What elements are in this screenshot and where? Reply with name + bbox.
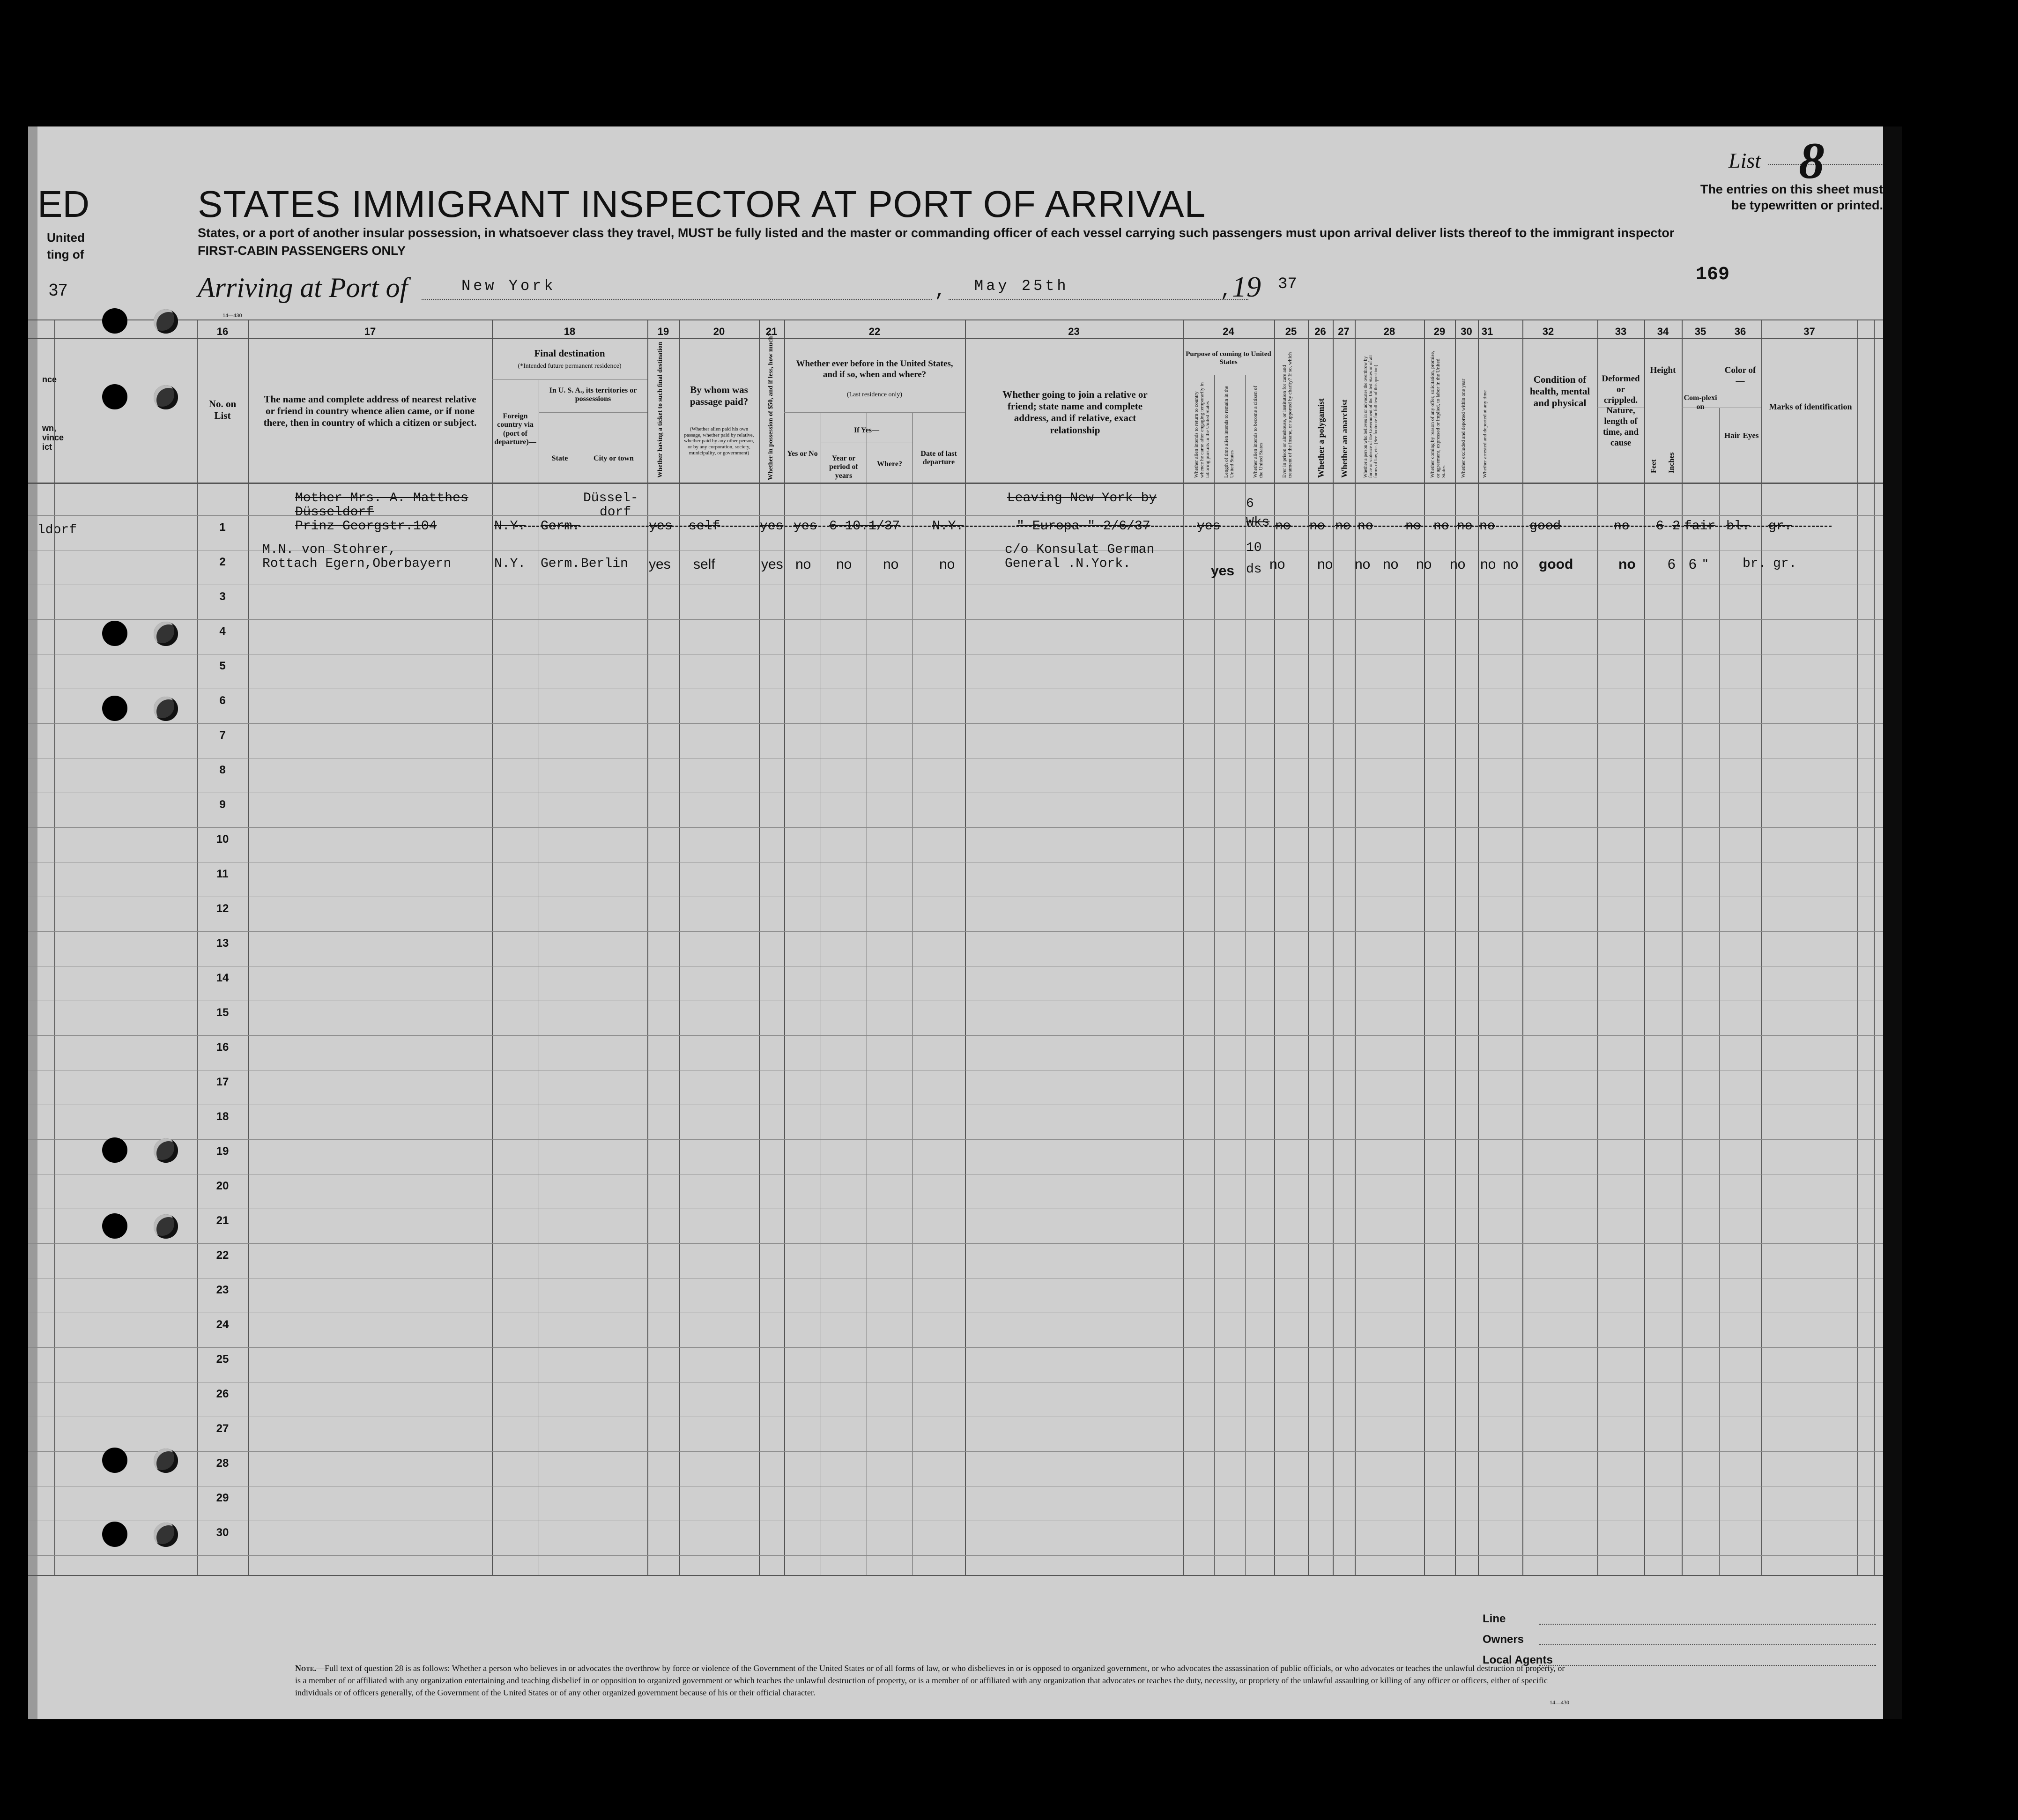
left-fragment-line-3: 37 bbox=[49, 280, 68, 299]
colnum-31: 31 bbox=[1481, 326, 1493, 337]
row-number: 30 bbox=[216, 1526, 229, 1539]
row-number: 26 bbox=[216, 1388, 229, 1400]
left-header-fragment-2: wn, bbox=[42, 423, 56, 433]
row2-relative-line2: Rottach Egern,Oberbayern bbox=[262, 557, 452, 571]
owners-signature-line bbox=[1539, 1644, 1876, 1645]
form-code: 14—430 bbox=[223, 313, 242, 319]
row1-citizen: no bbox=[1275, 519, 1291, 534]
left-header-fragment-3: vince bbox=[42, 433, 64, 442]
colnum-16: 16 bbox=[216, 326, 229, 337]
header-state: State bbox=[551, 454, 568, 462]
column-number-line bbox=[28, 338, 1883, 339]
row1-eyes: gr. bbox=[1768, 519, 1792, 534]
header-polygamist: Whether a polygamist bbox=[1316, 398, 1326, 478]
row2-deformed: no bbox=[1618, 557, 1636, 572]
row1-joining-2: " Europa " 2/6/37 bbox=[1016, 519, 1150, 534]
row1-contract: no bbox=[1433, 519, 1449, 534]
row1-paid-by: self bbox=[689, 519, 720, 534]
row1-overthrow: no bbox=[1405, 519, 1421, 534]
header-purpose-length: Length of time alien intends to remain in the United States bbox=[1224, 386, 1235, 478]
header-city: City or town bbox=[594, 454, 634, 462]
row-number: 3 bbox=[219, 590, 226, 603]
entries-note: The entries on this sheet must be typewritten or printed. bbox=[1700, 182, 1883, 212]
row2-overthrow: no bbox=[1416, 557, 1432, 572]
row-number: 13 bbox=[216, 937, 229, 950]
row1-length-stay: 6 bbox=[1246, 497, 1254, 511]
row-number: 11 bbox=[216, 868, 229, 880]
row-number: 12 bbox=[216, 902, 229, 915]
colnum-28: 28 bbox=[1383, 326, 1395, 337]
row2-anarchist: no bbox=[1383, 557, 1399, 572]
row2-joining: c/o Konsulat German bbox=[1005, 542, 1155, 557]
local-agents-label: Local Agents bbox=[1483, 1654, 1553, 1666]
header-final-destination-note: (*Intended future permanent residence) bbox=[518, 363, 622, 370]
row1-deformed: no bbox=[1614, 519, 1630, 534]
row2-contract: no bbox=[1450, 557, 1466, 572]
arriving-label: Arriving at Port of bbox=[198, 272, 408, 303]
row2-period: no bbox=[836, 557, 852, 572]
left-header-fragment-1: nce bbox=[42, 375, 57, 384]
port-line bbox=[422, 299, 932, 300]
row2-health: good bbox=[1539, 557, 1573, 572]
header-no-on-list: No. on List bbox=[208, 398, 237, 422]
list-label: List bbox=[1729, 149, 1761, 172]
header-ever-before-note: (Last residence only) bbox=[846, 391, 903, 398]
row-number: 4 bbox=[219, 625, 226, 638]
row-number: 7 bbox=[219, 729, 226, 742]
row1-foreign-country: N.Y. bbox=[494, 519, 526, 534]
row-number: 9 bbox=[219, 798, 226, 811]
header-yes-or-no: Yes or No bbox=[787, 450, 818, 458]
colnum-33: 33 bbox=[1615, 326, 1627, 337]
header-excluded: Whether excluded and deported within one year bbox=[1461, 379, 1466, 478]
header-fifty-dollars: Whether in possession of $50, and if less, how much? bbox=[767, 333, 774, 480]
header-color-of: Color of— bbox=[1724, 365, 1756, 386]
row-number: 19 bbox=[216, 1145, 229, 1158]
local-agents-signature-line bbox=[1539, 1665, 1876, 1666]
row-number: 28 bbox=[216, 1457, 229, 1470]
row-number: 14 bbox=[216, 972, 229, 984]
row-number: 18 bbox=[216, 1110, 229, 1123]
header-usa: In U. S. A., its territories or possessions bbox=[549, 386, 637, 403]
punch-hole bbox=[102, 1448, 127, 1473]
list-number-line bbox=[1768, 164, 1883, 165]
row2-deported: no bbox=[1503, 557, 1519, 572]
colnum-20: 20 bbox=[713, 326, 725, 337]
punch-hole bbox=[102, 384, 127, 409]
row2-relative-line1: M.N. von Stohrer, bbox=[262, 542, 396, 557]
date-value: May 25th bbox=[974, 277, 1069, 295]
row1-city: Düssel- bbox=[583, 491, 638, 505]
row2-ticket: yes bbox=[649, 557, 671, 572]
punch-hole bbox=[154, 1449, 178, 1473]
row1-relative-line3: Prinz Georgstr.104 bbox=[295, 519, 437, 534]
footnote-code: 14—430 bbox=[1550, 1699, 1569, 1706]
row1-health: good bbox=[1529, 519, 1561, 534]
row-number: 1 bbox=[219, 521, 226, 534]
header-ever-before: Whether ever before in the United States, and if so, when and where? bbox=[796, 359, 953, 379]
header-marks: Marks of identification bbox=[1769, 402, 1852, 411]
punch-hole bbox=[154, 1214, 178, 1239]
year-suffix: 37 bbox=[1278, 275, 1297, 293]
row2-length-stay: 10 bbox=[1246, 541, 1262, 555]
manifest-sheet bbox=[28, 126, 1883, 1719]
colnum-19: 19 bbox=[657, 326, 669, 337]
row1-joining: Leaving New York by bbox=[1007, 491, 1157, 505]
row2-foreign-country: N.Y. bbox=[494, 557, 526, 571]
header-nearest-relative: The name and complete address of nearest relative or friend in country whence alien came, or if none there, then in country of which a citizen or subject. bbox=[263, 394, 477, 429]
header-feet: Feet bbox=[1650, 459, 1658, 473]
colnum-24: 24 bbox=[1223, 326, 1234, 337]
row1-strike-line bbox=[515, 526, 1832, 527]
left-header-fragment-4: ict bbox=[42, 442, 52, 452]
page-title: STATES IMMIGRANT INSPECTOR AT PORT OF ARRIVAL bbox=[198, 183, 1206, 225]
row-number: 17 bbox=[216, 1076, 229, 1088]
row1-prison: no bbox=[1309, 519, 1325, 534]
row2-inches: 6 bbox=[1689, 557, 1697, 572]
colnum-29: 29 bbox=[1433, 326, 1446, 337]
row2-prison: no bbox=[1317, 557, 1333, 572]
row1-state: Germ. bbox=[541, 519, 580, 534]
row1-complexion: fair bbox=[1684, 519, 1716, 534]
row-number: 22 bbox=[216, 1249, 229, 1262]
header-purpose-return: Whether alien intends to return to country whence he came after engaging temporarily in laboring pursuits in the United States bbox=[1194, 382, 1211, 478]
punch-hole bbox=[102, 1213, 127, 1239]
year-prefix: 19 bbox=[1232, 271, 1261, 303]
row1-polygamist: no bbox=[1335, 519, 1351, 534]
row2-polygamist: no bbox=[1355, 557, 1371, 572]
row1-inches: 2 bbox=[1672, 519, 1680, 534]
row1-before-us: yes bbox=[794, 519, 817, 534]
header-passage-paid-note: (Whether alien paid his own passage, whether paid by relative, whether paid by any other person, or by any corporation, society, municipality, or government) bbox=[684, 426, 754, 456]
row1-hair: bl. bbox=[1726, 519, 1750, 534]
header-health: Condition of health, mental and physical bbox=[1529, 374, 1590, 409]
row1-feet: 6 bbox=[1656, 519, 1664, 534]
row1-length-stay-2: Wks bbox=[1246, 515, 1270, 530]
row2-length-stay-2: ds bbox=[1246, 562, 1262, 577]
footnote-text: —Full text of question 28 is as follows: Whether a person who believes in or advocates the overthrow by force or violence of the Government of the United States or of all forms of law, or who disbelieves in or is opposed to organized government, or who advocates the assassination of public officials, or who advocates or teaches the unlawful destruction of property, or is a member of or affiliated with any organization entertaining and teaching disbelief in or opposition to organized government or which teaches the unlawful destruction of property, or is a member of or affiliated with any organization that advocates or teaches the duty, necessity, or propriety of the unlawful assaulting or killing of any officer or officers, either of specific individuals or of officers generally, of the Government of the United States or of any other organized government because of his or their official character. bbox=[295, 1664, 1565, 1698]
colnum-22: 22 bbox=[868, 326, 881, 337]
row-number: 23 bbox=[216, 1284, 229, 1296]
row1-relative-line2: Düsseldorf bbox=[295, 505, 374, 520]
row2-excluded: no bbox=[1480, 557, 1496, 572]
colnum-36: 36 bbox=[1734, 326, 1746, 337]
punch-hole bbox=[154, 1523, 178, 1547]
header-height: Height bbox=[1650, 365, 1676, 375]
row2-hair: br. bbox=[1743, 557, 1766, 571]
left-row-fragment: ldorf bbox=[37, 523, 77, 537]
row1-ticket: yes bbox=[649, 519, 673, 534]
header-purpose-citizen: Whether alien intends to become a citizen of the United States bbox=[1253, 386, 1264, 478]
row1-period: 6-10.1/37 bbox=[829, 519, 900, 534]
punch-hole bbox=[102, 1137, 127, 1163]
line-label: Line bbox=[1483, 1612, 1506, 1625]
row1-excluded: no bbox=[1457, 519, 1473, 534]
row1-purpose-return: yes bbox=[1197, 519, 1221, 534]
row2-state: Germ. bbox=[541, 557, 580, 571]
punch-hole bbox=[154, 385, 178, 409]
header-deported: Whether arrested and deported at any time bbox=[1482, 390, 1488, 478]
punch-hole bbox=[154, 309, 178, 334]
row2-fifty: yes bbox=[761, 557, 783, 572]
row2-feet: 6 bbox=[1668, 557, 1676, 572]
punch-hole bbox=[154, 1138, 178, 1163]
table-top-line bbox=[28, 319, 1883, 320]
colnum-37: 37 bbox=[1803, 326, 1815, 337]
colnum-23: 23 bbox=[1068, 326, 1080, 337]
row2-last-departure: no bbox=[939, 557, 955, 572]
header-passage-paid: By whom was passage paid? bbox=[690, 384, 749, 408]
binder-edge bbox=[1883, 126, 1902, 1719]
table-bottom-line bbox=[28, 1575, 1883, 1576]
left-fragment-line-2: ting of bbox=[47, 247, 84, 261]
comma-1: , bbox=[935, 281, 949, 302]
header-labor-contract: Whether coming by reason of any offer, solicitation, promise, or agreement, expressed or implied, to labor in the United States bbox=[1430, 351, 1447, 478]
colnum-21: 21 bbox=[765, 326, 778, 337]
header-final-destination: Final destination bbox=[534, 348, 605, 359]
passenger-class-label: FIRST-CABIN PASSENGERS ONLY bbox=[198, 244, 406, 258]
colnum-17: 17 bbox=[364, 326, 376, 337]
header-foreign-country: Foreign country via (port of departure)— bbox=[494, 412, 536, 446]
row1-anarchist: no bbox=[1358, 519, 1373, 534]
row2-where: no bbox=[883, 557, 899, 572]
left-fragment-line-1: United bbox=[47, 230, 85, 245]
header-period: Year or period of years bbox=[829, 454, 858, 480]
header-complexion: Com-plexion bbox=[1684, 394, 1717, 411]
row1-city-2: dorf bbox=[600, 505, 631, 520]
colnum-27: 27 bbox=[1338, 326, 1350, 337]
row-number: 6 bbox=[219, 694, 226, 707]
row-number: 2 bbox=[219, 556, 226, 568]
row2-complexion: " bbox=[1703, 557, 1708, 572]
list-number: 8 bbox=[1799, 132, 1825, 189]
colnum-26: 26 bbox=[1314, 326, 1326, 337]
header-ticket: Whether having a ticket to such final destination bbox=[657, 342, 664, 478]
row-number: 25 bbox=[216, 1353, 229, 1366]
line-signature-line bbox=[1539, 1624, 1876, 1625]
header-purpose: Purpose of coming to United States bbox=[1186, 350, 1271, 366]
header-inches: Inches bbox=[1668, 452, 1676, 473]
footnote-label: Note. bbox=[295, 1664, 316, 1673]
header-joining: Whether going to join a relative or friend; state name and complete address, and if relative, exact relationship bbox=[1002, 389, 1148, 436]
row2-city: Berlin bbox=[581, 557, 628, 571]
header-if-yes: If Yes— bbox=[853, 426, 880, 434]
row2-eyes: gr. bbox=[1773, 557, 1797, 571]
row-number: 24 bbox=[216, 1318, 229, 1331]
colnum-25: 25 bbox=[1285, 326, 1297, 337]
row2-paid-by: self bbox=[693, 557, 715, 572]
colnum-35: 35 bbox=[1694, 326, 1706, 337]
row2-purpose-return: yes bbox=[1211, 563, 1235, 579]
header-last-departure: Date of last departure bbox=[920, 450, 957, 467]
header-prison: Ever in prison or almshouse, or institution for care and treatment of the insane, or supported by charity? If so, which bbox=[1282, 352, 1293, 478]
row2-before-us: no bbox=[795, 557, 811, 572]
header-bottom-line bbox=[28, 483, 1883, 484]
row-number: 27 bbox=[216, 1422, 229, 1435]
colnum-32: 32 bbox=[1542, 326, 1554, 337]
header-hair: Hair bbox=[1724, 431, 1740, 440]
colnum-30: 30 bbox=[1461, 326, 1472, 337]
row-number: 20 bbox=[216, 1180, 229, 1192]
header-deformed: Deformed or crippled. Nature, length of time, and cause bbox=[1602, 374, 1640, 448]
row-number: 29 bbox=[216, 1492, 229, 1504]
row1-fifty: yes bbox=[760, 519, 784, 534]
colnum-34: 34 bbox=[1657, 326, 1669, 337]
punch-hole bbox=[102, 621, 127, 646]
row-number: 21 bbox=[216, 1214, 229, 1227]
row-number: 8 bbox=[219, 764, 226, 776]
row2-citizen: no bbox=[1269, 557, 1285, 572]
header-anarchist: Whether an anarchist bbox=[1340, 399, 1349, 478]
date-line bbox=[949, 299, 1248, 300]
header-eyes: Eyes bbox=[1743, 431, 1759, 440]
row-number: 15 bbox=[216, 1006, 229, 1019]
row1-relative-line1: Mother Mrs. A. Matthes bbox=[295, 491, 468, 505]
punch-hole bbox=[102, 308, 127, 334]
row1-where: N.Y. bbox=[932, 519, 964, 534]
port-value: New York bbox=[461, 277, 556, 295]
page-number: 169 bbox=[1696, 264, 1730, 285]
owners-label: Owners bbox=[1483, 1633, 1524, 1646]
punch-hole bbox=[102, 696, 127, 721]
header-where: Where? bbox=[877, 460, 902, 468]
header-overthrow: Whether a person who believes in or advocates the overthrow by force or violence of the Government of the United States or of all forms of law, etc. (See footnote for full text of this question) bbox=[1363, 355, 1379, 478]
row-number: 5 bbox=[219, 660, 226, 672]
instructions-text: States, or a port of another insular possession, in whatsoever class they travel, MUST be fully listed and the master or commanding officer of each vessel carrying such passengers must upon arrival deliver lists thereof to the immigrant inspector bbox=[198, 226, 1675, 240]
colnum-18: 18 bbox=[564, 326, 576, 337]
row2-joining-2: General .N.York. bbox=[1005, 557, 1131, 571]
punch-hole bbox=[102, 1522, 127, 1547]
punch-hole bbox=[154, 622, 178, 646]
comma-2: , bbox=[1220, 281, 1235, 302]
punch-hole bbox=[154, 697, 178, 721]
left-page-edge bbox=[28, 126, 37, 1719]
row1-deported: no bbox=[1479, 519, 1495, 534]
left-title-fragment: ED bbox=[37, 183, 90, 225]
footnote bbox=[295, 1662, 1569, 1707]
row-number: 10 bbox=[216, 833, 229, 846]
row-number: 16 bbox=[216, 1041, 229, 1054]
